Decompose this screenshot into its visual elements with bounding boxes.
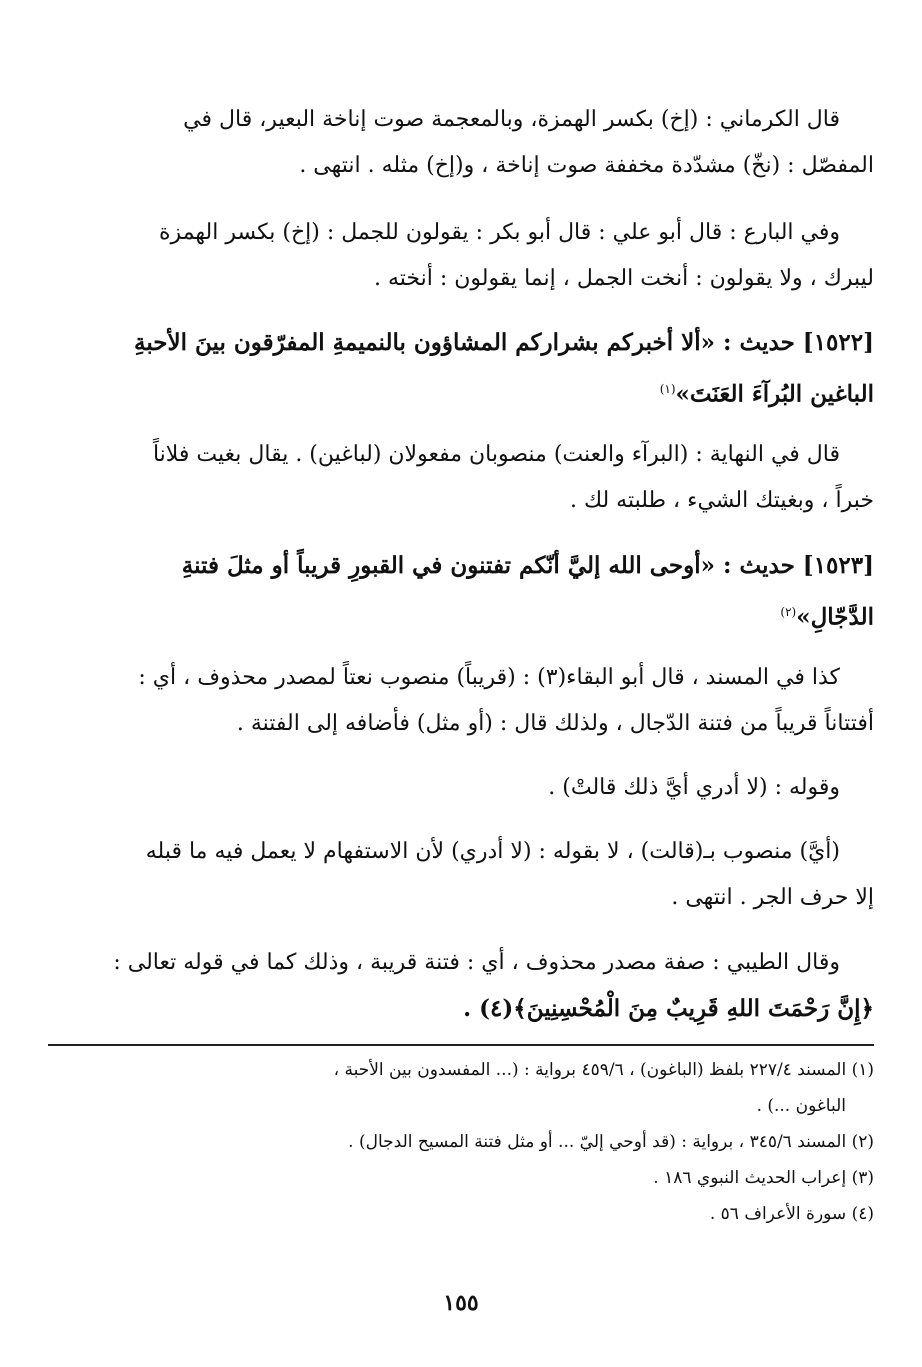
text-line: وقوله : (لا أدري أيَّ ذلك قالتْ) . <box>548 775 840 800</box>
footnote-line: (١) المسند ٢٢٧/٤ بلفظ (الباغون) ، ٤٥٩/٦ برواية : (... المفسدون بين الأحبة ، <box>333 1060 874 1080</box>
page-number: ١٥٥ <box>443 1290 479 1316</box>
footnote-line: (٤) سورة الأعراف ٥٦ . <box>709 1204 874 1224</box>
hadith-text: الدَّجّالِ» <box>796 603 874 631</box>
text-line: قال الكرماني : (إخ) بكسر الهمزة، وبالمعجمة صوت إناخة البعير، قال في <box>183 107 840 132</box>
footnote-line: (٢) المسند ٣٤٥/٦ ، برواية : (قد أوحي إليّ ... أو مثل فتنة المسيح الدجال) . <box>348 1132 874 1152</box>
paragraph-kirmani <box>48 97 874 189</box>
hadith-line <box>48 366 874 418</box>
hadith-line: [١٥٢٢] حديث : «ألا أخبركم بشراركم المشاؤون بالنميمةِ المفرّقون بينَ الأحبةِ <box>134 329 874 356</box>
text-line: (أيَّ) منصوب بـ(قالت) ، لا بقوله : (لا أدري) لأن الاستفهام لا يعمل فيه ما قبله <box>145 839 840 864</box>
paragraph-musnad <box>48 655 874 747</box>
footnote-3 <box>48 1160 874 1196</box>
footnote-line: (٣) إعراب الحديث النبوي ١٨٦ . <box>653 1168 874 1188</box>
footnote-ref: (١) <box>659 382 676 396</box>
text-line: قال في النهاية : (البرآء والعنت) منصوبان مفعولان (لباغين) . يقال بغيت فلاناً <box>152 442 840 467</box>
paragraph-qawluhu <box>48 765 874 811</box>
paragraph-nihaya <box>48 432 874 524</box>
paragraph-ayya <box>48 829 874 921</box>
footnote-line: الباغون ...) . <box>756 1096 846 1116</box>
hadith-line <box>48 589 874 641</box>
footnote-ref: (٢) <box>780 605 797 619</box>
hadith-line: [١٥٢٣] حديث : «أوحى الله إليَّ أنّكم تفتنون في القبورِ قريباً أو مثلَ فتنةِ <box>181 552 874 579</box>
text-line: المفصّل : (نخّ) مشدّدة مخففة صوت إناخة ، و(إخ) مثله . انتهى . <box>299 153 874 178</box>
text-line: وفي البارع : قال أبو علي : قال أبو بكر : يقولون للجمل : (إخ) بكسر الهمزة <box>159 220 840 245</box>
text-line: كذا في المسند ، قال أبو البقاء(٣) : (قريباً) منصوب نعتاً لمصدر محذوف ، أي : <box>138 665 840 690</box>
footnotes <box>48 1052 874 1232</box>
paragraph-bari <box>48 210 874 302</box>
text-line: وقال الطيبي : صفة مصدر محذوف ، أي : فتنة قريبة ، وذلك كما في قوله تعالى : <box>113 950 840 975</box>
footnote-2 <box>48 1124 874 1160</box>
hadith-1523 <box>48 543 874 641</box>
footnote-separator <box>48 1044 874 1046</box>
hadith-text: الباغين البُرآءَ العَنَتَ» <box>675 380 874 408</box>
text-line: خبراً ، وبغيتك الشيء ، طلبته لك . <box>569 488 874 513</box>
footnote-4 <box>48 1196 874 1232</box>
text-line: إلا حرف الجر . انتهى . <box>671 885 874 910</box>
quran-verse: ﴿إِنَّ رَحْمَتَ اللهِ قَرِيبٌ مِنَ الْمُحْسِنِينَ﴾(٤) . <box>463 995 874 1022</box>
text-line: أفتتاناً قريباً من فتنة الدّجال ، ولذلك قال : (أو مثل) فأضافه إلى الفتنة . <box>236 711 874 736</box>
footnote-1 <box>48 1052 874 1124</box>
text-line: ليبرك ، ولا يقولون : أنخت الجمل ، إنما يقولون : أنخته . <box>373 266 874 291</box>
paragraph-tibi <box>48 940 874 1032</box>
hadith-1522 <box>48 320 874 418</box>
